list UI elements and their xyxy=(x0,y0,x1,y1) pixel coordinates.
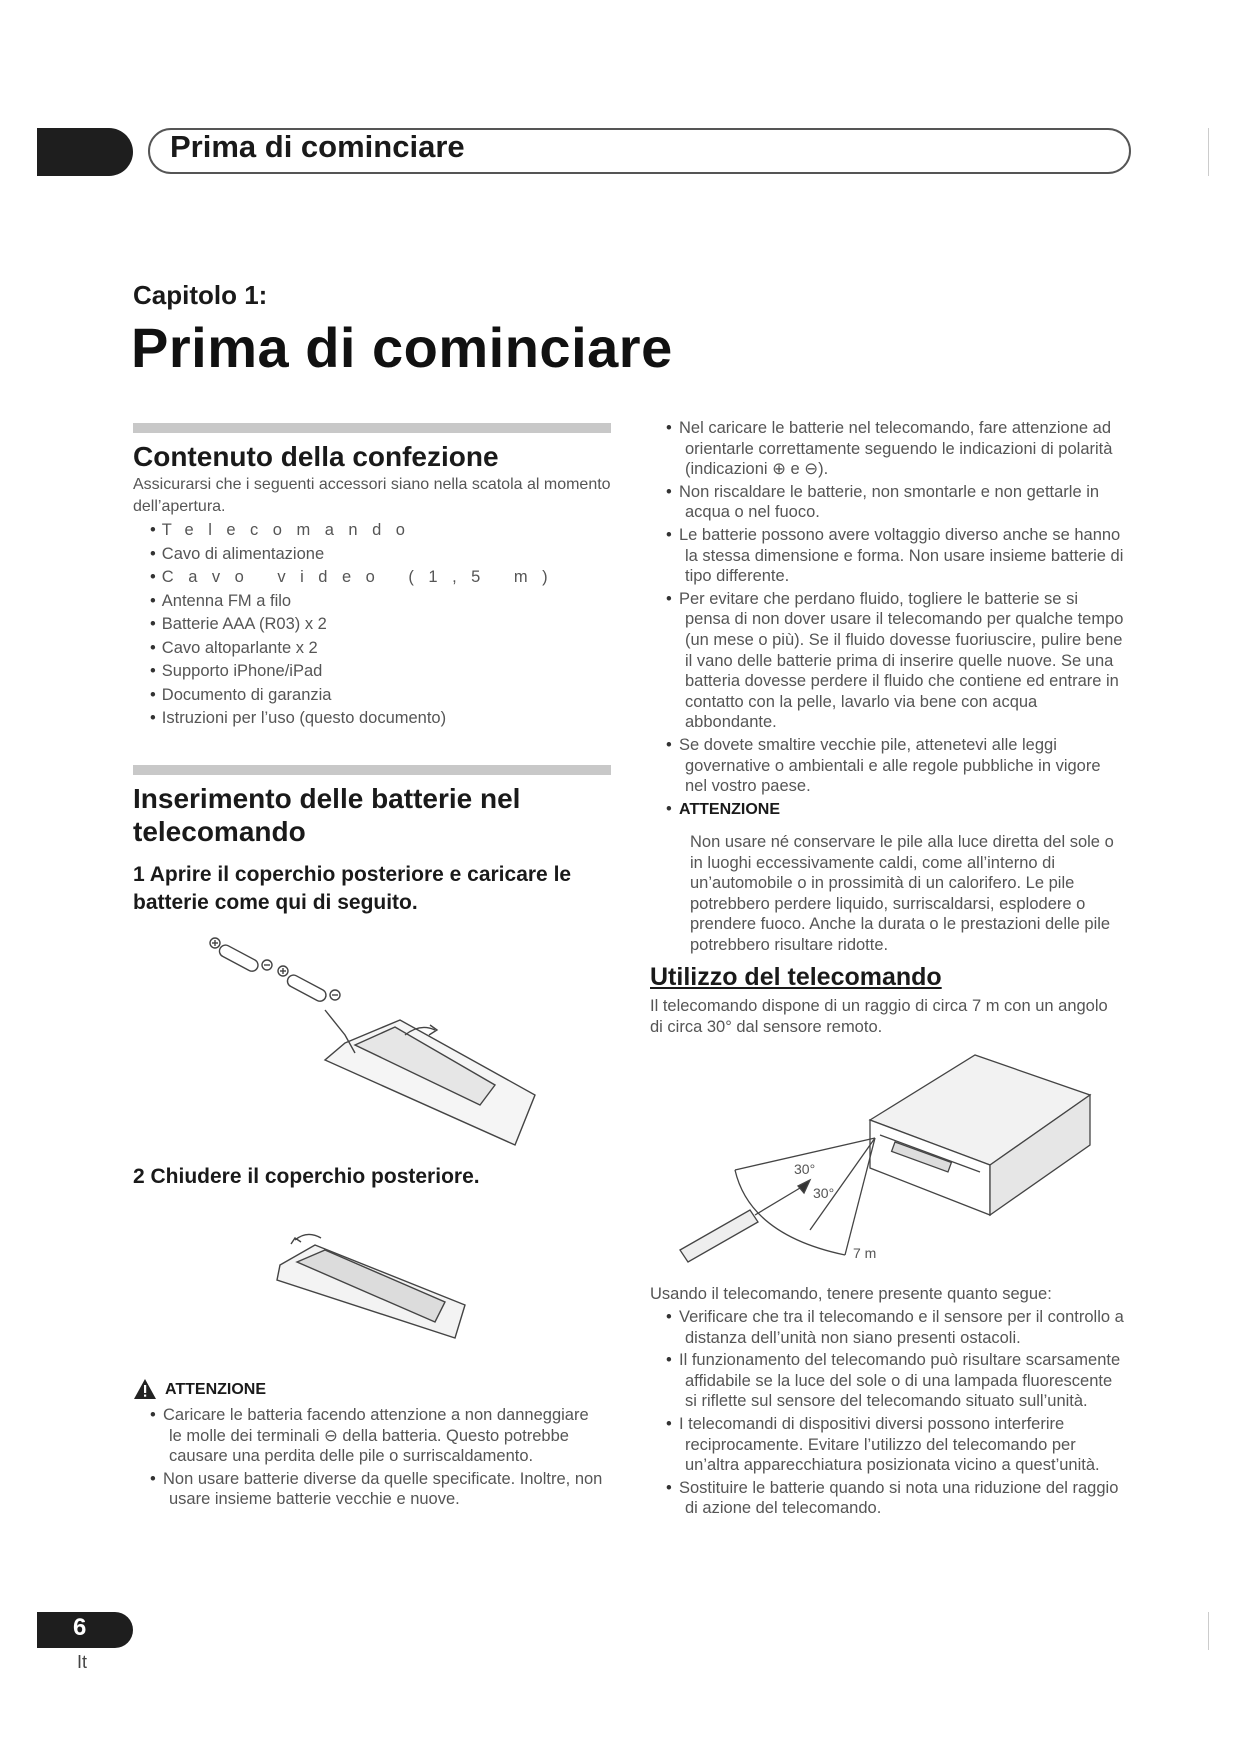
running-header-title: Prima di cominciare xyxy=(170,129,465,164)
angle-label-top: 30° xyxy=(794,1161,816,1177)
distance-label: 7 m xyxy=(853,1245,877,1261)
list-item: • Supporto iPhone/iPad xyxy=(150,660,620,684)
list-item: • Il funzionamento del telecomando può risultare scarsamente affidabile se la luce del sole o di una lampada fluorescente si riflette sul sensore del telecomando situato sull’unità. xyxy=(666,1350,1126,1412)
section-rule xyxy=(133,765,611,775)
list-item: • Non riscaldare le batterie, non smontarle e non gettarle in acqua o nel fuoco. xyxy=(666,482,1126,523)
list-item: • Se dovete smaltire vecchie pile, attenetevi alle leggi governative o ambientali e alle regole pubbliche in vigore nel vostro paese. xyxy=(666,735,1126,797)
language-code: It xyxy=(77,1652,88,1672)
battery-notes-list xyxy=(666,418,1126,822)
list-item: • Cavo di alimentazione xyxy=(150,543,620,567)
remote-use-intro: Il telecomando dispone di un raggio di circa 7 m con un angolo di circa 30° dal sensore remoto. xyxy=(650,997,1108,1036)
warning-icon xyxy=(133,1378,157,1400)
remote-range-diagram xyxy=(670,1050,1100,1265)
caution-title: ATTENZIONE xyxy=(165,1381,267,1398)
page-number: 6 xyxy=(73,1614,87,1641)
list-item: • Documento di garanzia xyxy=(150,684,620,708)
list-item: • Cavo altoparlante x 2 xyxy=(150,637,620,661)
list-item: • Istruzioni per l’uso (questo documento) xyxy=(150,707,620,731)
list-item: • Cavo video (1,5 m) xyxy=(150,566,620,590)
remote-use-list xyxy=(666,1307,1126,1521)
step-1: 1 Aprire il coperchio posteriore e caricare le batterie come qui di seguito. xyxy=(133,863,572,914)
step-2: 2 Chiudere il coperchio posteriore. xyxy=(133,1165,480,1188)
caution-list xyxy=(150,1405,605,1512)
list-item: • Antenna FM a filo xyxy=(150,590,620,614)
list-item: • Non usare batterie diverse da quelle specificate. Inoltre, non usare insieme batterie vecchie e nuove. xyxy=(150,1469,605,1510)
list-item: • Nel caricare le batterie nel telecomando, fare attenzione ad orientarle correttamente seguendo le indicazioni di polarità (indicazioni ⊕ e ⊖). xyxy=(666,418,1126,480)
list-item: • Per evitare che perdano fluido, togliere le batterie se si pensa di non dover usare il telecomando per qualche tempo (un mese o più). Se il fluido dovesse fuoriuscire, pulire bene il vano delle batterie prima di inserire quelle nuove. Se una batteria dovesse perdere il fluido che contiene ed entrare in contatto con la pelle, lavarlo via bene con acqua abbondante. xyxy=(666,589,1126,733)
margin-mark xyxy=(1208,128,1209,176)
list-item: • Caricare le batteria facendo attenzione a non danneggiare le molle dei terminali ⊖ della batteria. Questo potrebbe causare una perdita delle pile o surriscaldamento. xyxy=(150,1405,605,1467)
section-rule xyxy=(133,423,611,433)
contents-list xyxy=(150,519,620,731)
attention-text: Non usare né conservare le pile alla luce diretta del sole o in luoghi eccessivamente caldi, come all’interno di un’automobile o in prossimità di un calorifero. Le pile potrebbero perdere liquido, surriscaldarsi, esplodere o prendere fuoco. Anche la durata o le prestazioni delle pile potrebbero risultare ridotte. xyxy=(690,833,1114,954)
chapter-label: Capitolo 1: xyxy=(133,280,268,310)
contents-heading: Contenuto della confezione xyxy=(133,441,499,472)
list-item: • Verificare che tra il telecomando e il sensore per il controllo a distanza dell’unità non siano presenti ostacoli. xyxy=(666,1307,1126,1348)
chapter-title: Prima di cominciare xyxy=(131,316,673,379)
list-item: • Batterie AAA (R03) x 2 xyxy=(150,613,620,637)
margin-mark xyxy=(1208,1612,1209,1650)
remote-use-lead: Usando il telecomando, tenere presente quanto segue: xyxy=(650,1285,1052,1303)
list-item: • Telecomando xyxy=(150,519,620,543)
list-item: • Sostituire le batterie quando si nota una riduzione del raggio di azione del telecomando. xyxy=(666,1478,1126,1519)
list-item: • ATTENZIONE xyxy=(666,799,1126,821)
remote-use-heading: Utilizzo del telecomando xyxy=(650,963,942,991)
chapter-tab xyxy=(37,128,133,176)
angle-label-bottom: 30° xyxy=(813,1185,835,1201)
cover-close-illustration xyxy=(275,1220,475,1345)
contents-intro: Assicurarsi che i seguenti accessori siano nella scatola al momento dell’apertura. xyxy=(133,476,611,515)
list-item: • Le batterie possono avere voltaggio diverso anche se hanno la stessa dimensione e forma. Non usare insieme batterie di tipo differente. xyxy=(666,525,1126,587)
battery-insert-illustration xyxy=(205,935,545,1155)
list-item: • I telecomandi di dispositivi diversi possono interferire reciprocamente. Evitare l’utilizzo del telecomando per un’altra apparecchiatura posizionata vicino a quest’unità. xyxy=(666,1414,1126,1476)
batteries-heading: Inserimento delle batterie nel telecomando xyxy=(133,783,521,847)
